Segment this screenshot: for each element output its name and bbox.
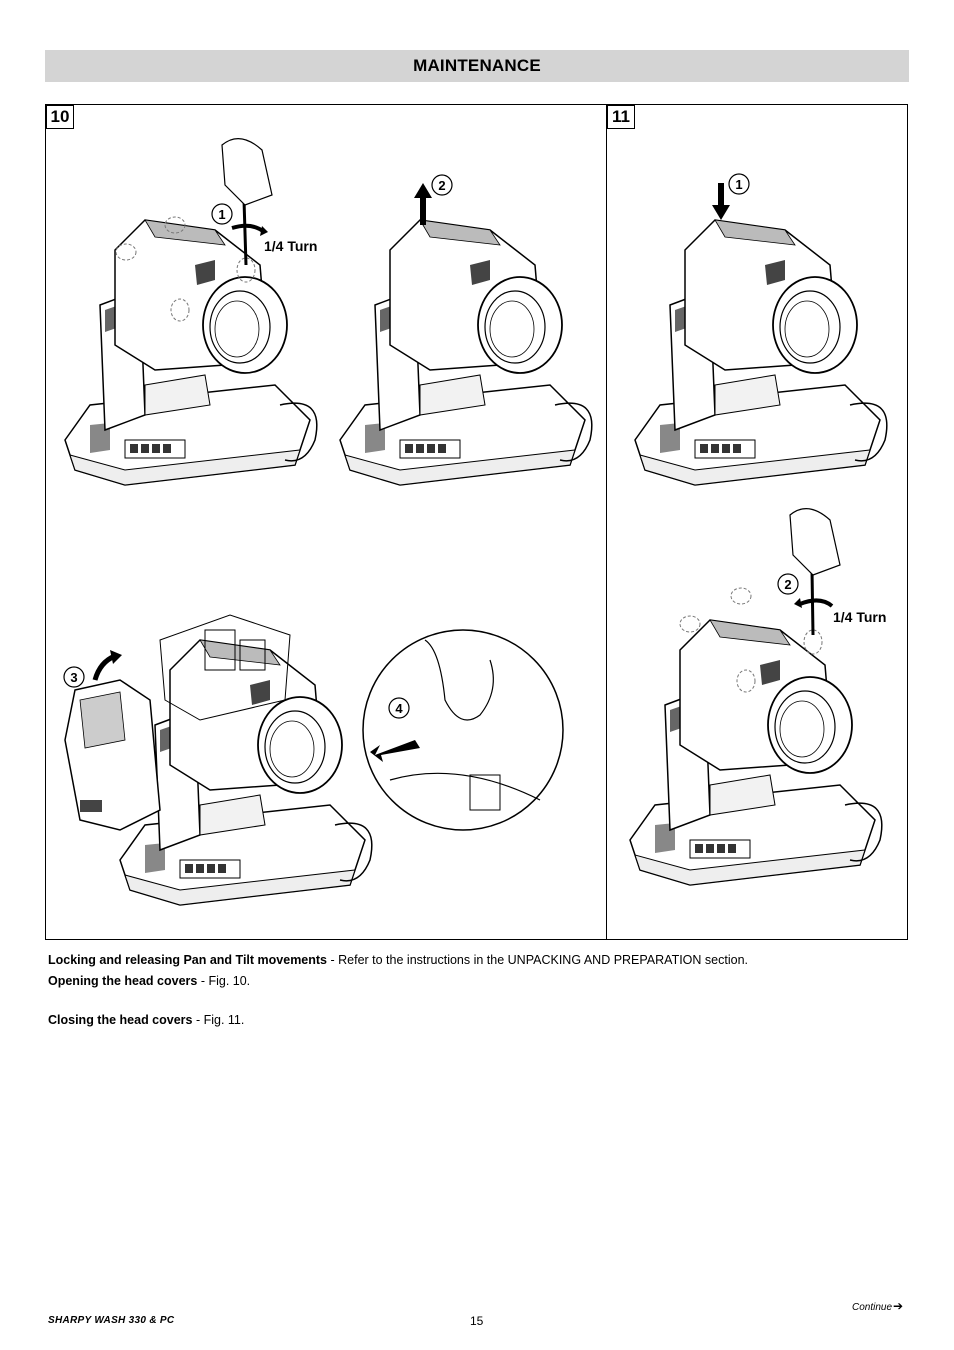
step-2-label: 2: [438, 178, 446, 193]
fig11-step-1-label: 1: [735, 177, 743, 192]
footer-product-name: SHARPY WASH 330 & PC: [48, 1315, 175, 1326]
step-1-label: 1: [218, 207, 226, 222]
caption-pan-tilt-text: - Refer to the instructions in the UNPACKING AND PREPARATION section.: [327, 953, 748, 967]
step-4-label: 4: [395, 701, 403, 716]
continue-label: Continue: [852, 1302, 893, 1313]
caption-opening-text: - Fig. 10.: [197, 974, 251, 988]
fig10-turn-label: 1/4 Turn: [264, 238, 318, 254]
fig11-turn-label: 1/4 Turn: [833, 609, 887, 625]
continue-arrow-icon: ➔: [893, 1299, 904, 1313]
figure-10-number: 10: [46, 105, 74, 129]
caption-closing: [48, 1013, 244, 1027]
caption-closing-bold: Closing the head covers: [48, 1013, 193, 1027]
figure-11-number: 11: [607, 105, 635, 129]
section-title: MAINTENANCE: [413, 56, 541, 75]
page-number: 15: [470, 1314, 484, 1328]
caption-closing-text: - Fig. 11.: [192, 1013, 245, 1027]
caption-opening-bold: Opening the head covers: [48, 974, 198, 988]
caption-pan-tilt: [48, 953, 748, 967]
fig11-step-2-label: 2: [784, 577, 792, 592]
caption-pan-tilt-bold: Locking and releasing Pan and Tilt movements: [48, 953, 328, 967]
caption-opening: [48, 974, 250, 988]
step-3-label: 3: [70, 670, 78, 685]
